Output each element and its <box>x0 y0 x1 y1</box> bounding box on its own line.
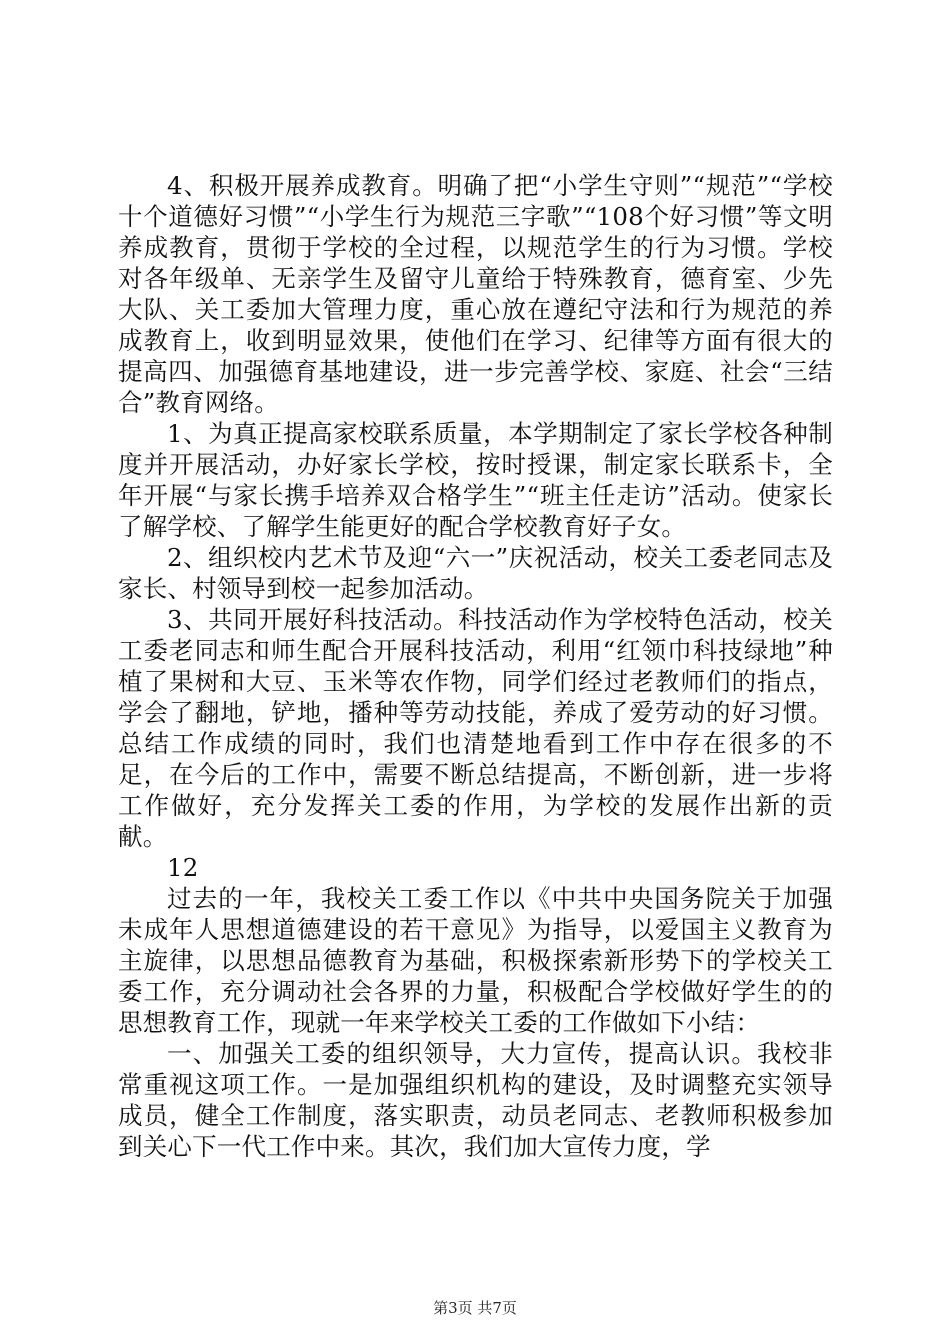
paragraph-home-school-contact: 1、为真正提高家校联系质量，本学期制定了家长学校各种制度并开展活动，办好家长学校，按时授课，制定家长联系卡，全年开展“与家长携手培养双合格学生”“班主任走访”活动。使家长了解学校、了解学生能更好的配合学校教育好子女。 <box>118 419 833 541</box>
paragraph-organization-leadership: 一、加强关工委的组织领导，大力宣传，提高认识。我校非常重视这项工作。一是加强组织机构的建设，及时调整充实领导成员，健全工作制度，落实职责，动员老同志、老教师积极参加到关心下一代工作中来。其次，我们加大宣传力度，学 <box>118 1039 833 1161</box>
paragraph-art-festival: 2、组织校内艺术节及迎“六一”庆祝活动，校关工委老同志及家长、村领导到校一起参加活动。 <box>118 543 833 603</box>
page-footer: 第3页 共7页 <box>433 1299 517 1317</box>
document-body <box>118 170 833 1162</box>
paragraph-annual-summary-intro: 过去的一年，我校关工委工作以《中共中央国务院关于加强未成年人思想道德建设的若干意见》为指导，以爱国主义教育为主旋律，以思想品德教育为基础，积极探索新形势下的学校关工委工作，充分调动社会各界的力量，积极配合学校做好学生的的思想教育工作，现就一年来学校关工委的工作做如下小结： <box>118 884 833 1037</box>
section-number: 12 <box>167 853 199 882</box>
paragraph-habit-education: 4、积极开展养成教育。明确了把“小学生守则”“规范”“学校十个道德好习惯”“小学生行为规范三字歌”“108个好习惯”等文明养成教育，贯彻于学校的全过程，以规范学生的行为习惯。学校对各年级单、无亲学生及留守儿童给于特殊教育，德育室、少先大队、关工委加大管理力度，重心放在遵纪守法和行为规范的养成教育上，收到明显效果，使他们在学习、纪律等方面有很大的提高四、加强德育基地建设，进一步完善学校、家庭、社会“三结合”教育网络。 <box>118 171 833 417</box>
paragraph-science-activities: 3、共同开展好科技活动。科技活动作为学校特色活动，校关工委老同志和师生配合开展科技活动，利用“红领巾科技绿地”种植了果树和大豆、玉米等农作物，同学们经过老教师们的指点，学会了翻地，铲地，播种等劳动技能，养成了爱劳动的好习惯。总结工作成绩的同时，我们也清楚地看到工作中存在很多的不足，在今后的工作中，需要不断总结提高，不断创新，进一步将工作做好，充分发挥关工委的作用，为学校的发展作出新的贡献。 <box>118 605 833 851</box>
